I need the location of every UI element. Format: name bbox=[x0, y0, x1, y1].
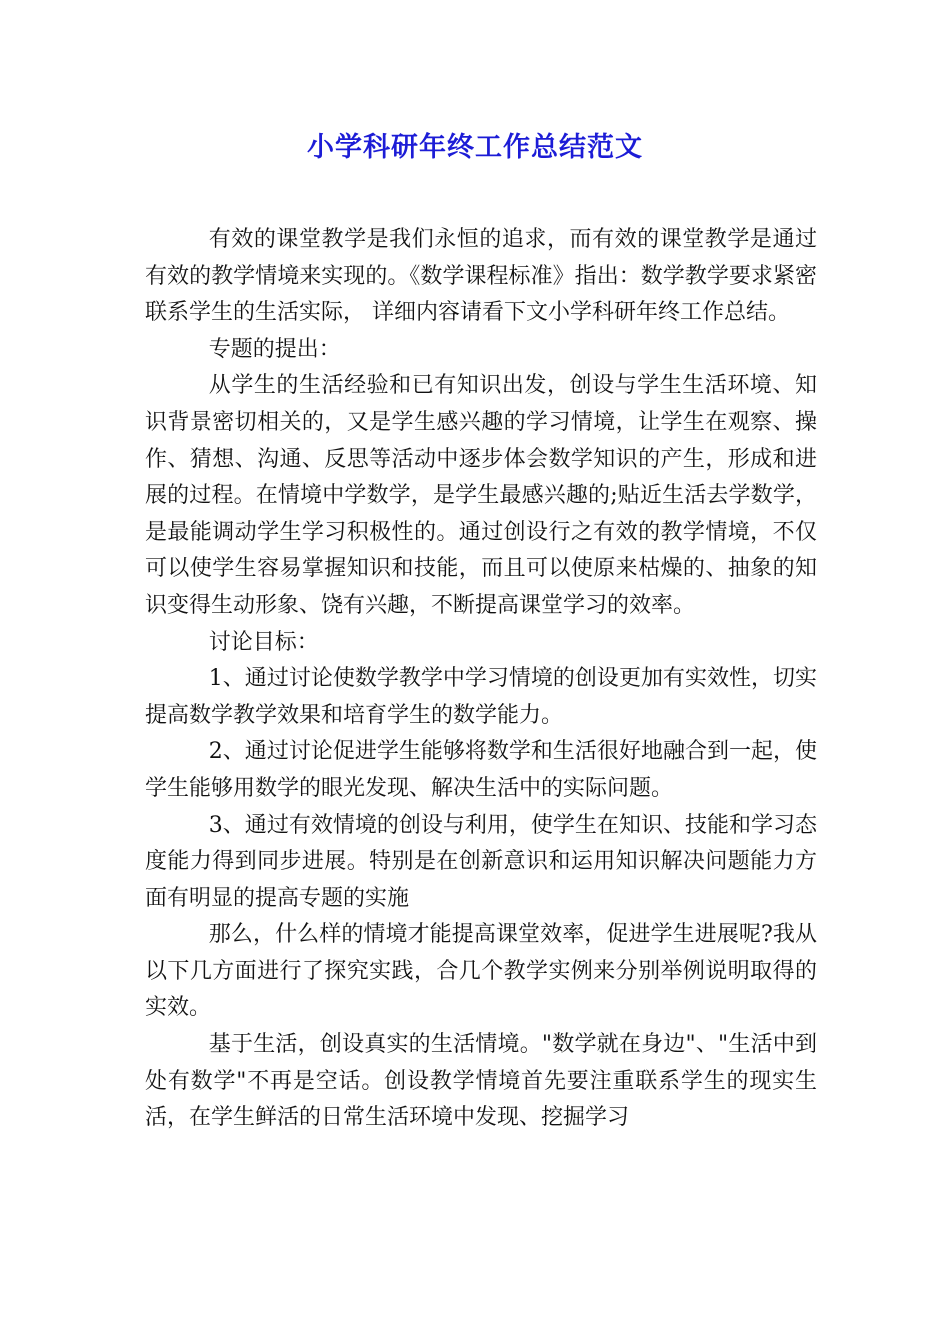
paragraph-goal-1: 1、通过讨论使数学教学中学习情境的创设更加有实效性，切实提高数学教学效果和培育学生的数学能力。 bbox=[145, 666, 817, 728]
paragraph-goals-heading: 讨论目标： bbox=[208, 629, 319, 655]
document-body bbox=[145, 222, 817, 1137]
paragraph-practice: 那么，什么样的情境才能提高课堂效率，促进学生进展呢?我从以下几方面进行了探究实践，合几个教学实例来分别举例说明取得的实效。 bbox=[145, 922, 817, 1021]
paragraph-goal-2: 2、通过讨论促进学生能够将数学和生活很好地融合到一起，使学生能够用数学的眼光发现、解决生活中的实际问题。 bbox=[145, 739, 817, 801]
paragraph-life-context: 基于生活，创设真实的生活情境。"数学就在身边"、"生活中到处有数学"不再是空话。创设教学情境首先要注重联系学生的现实生活，在学生鲜活的日常生活环境中发现、挖掘学习 bbox=[145, 1032, 817, 1131]
paragraph-topic-heading: 专题的提出： bbox=[208, 336, 341, 362]
paragraph-topic: 从学生的生活经验和已有知识出发，创设与学生生活环境、知识背景密切相关的，又是学生感兴趣的学习情境，让学生在观察、操作、猜想、沟通、反思等活动中逐步体会数学知识的产生，形成和进展的过程。在情境中学数学，是学生最感兴趣的;贴近生活去学数学，是最能调动学生学习积极性的。通过创设行之有效的教学情境，不仅可以使学生容易掌握知识和技能，而且可以使原来枯燥的、抽象的知识变得生动形象、饶有兴趣，不断提高课堂学习的效率。 bbox=[145, 373, 817, 618]
paragraph-goal-3: 3、通过有效情境的创设与利用，使学生在知识、技能和学习态度能力得到同步进展。特别是在创新意识和运用知识解决问题能力方面有明显的提高专题的实施 bbox=[145, 812, 817, 911]
document-title: 小学科研年终工作总结范文 bbox=[307, 132, 643, 163]
paragraph-intro: 有效的课堂教学是我们永恒的追求，而有效的课堂教学是通过有效的教学情境来实现的。《数学课程标准》指出：数学教学要求紧密联系学生的生活实际， 详细内容请看下文小学科研年终工作总结。 bbox=[145, 227, 817, 326]
